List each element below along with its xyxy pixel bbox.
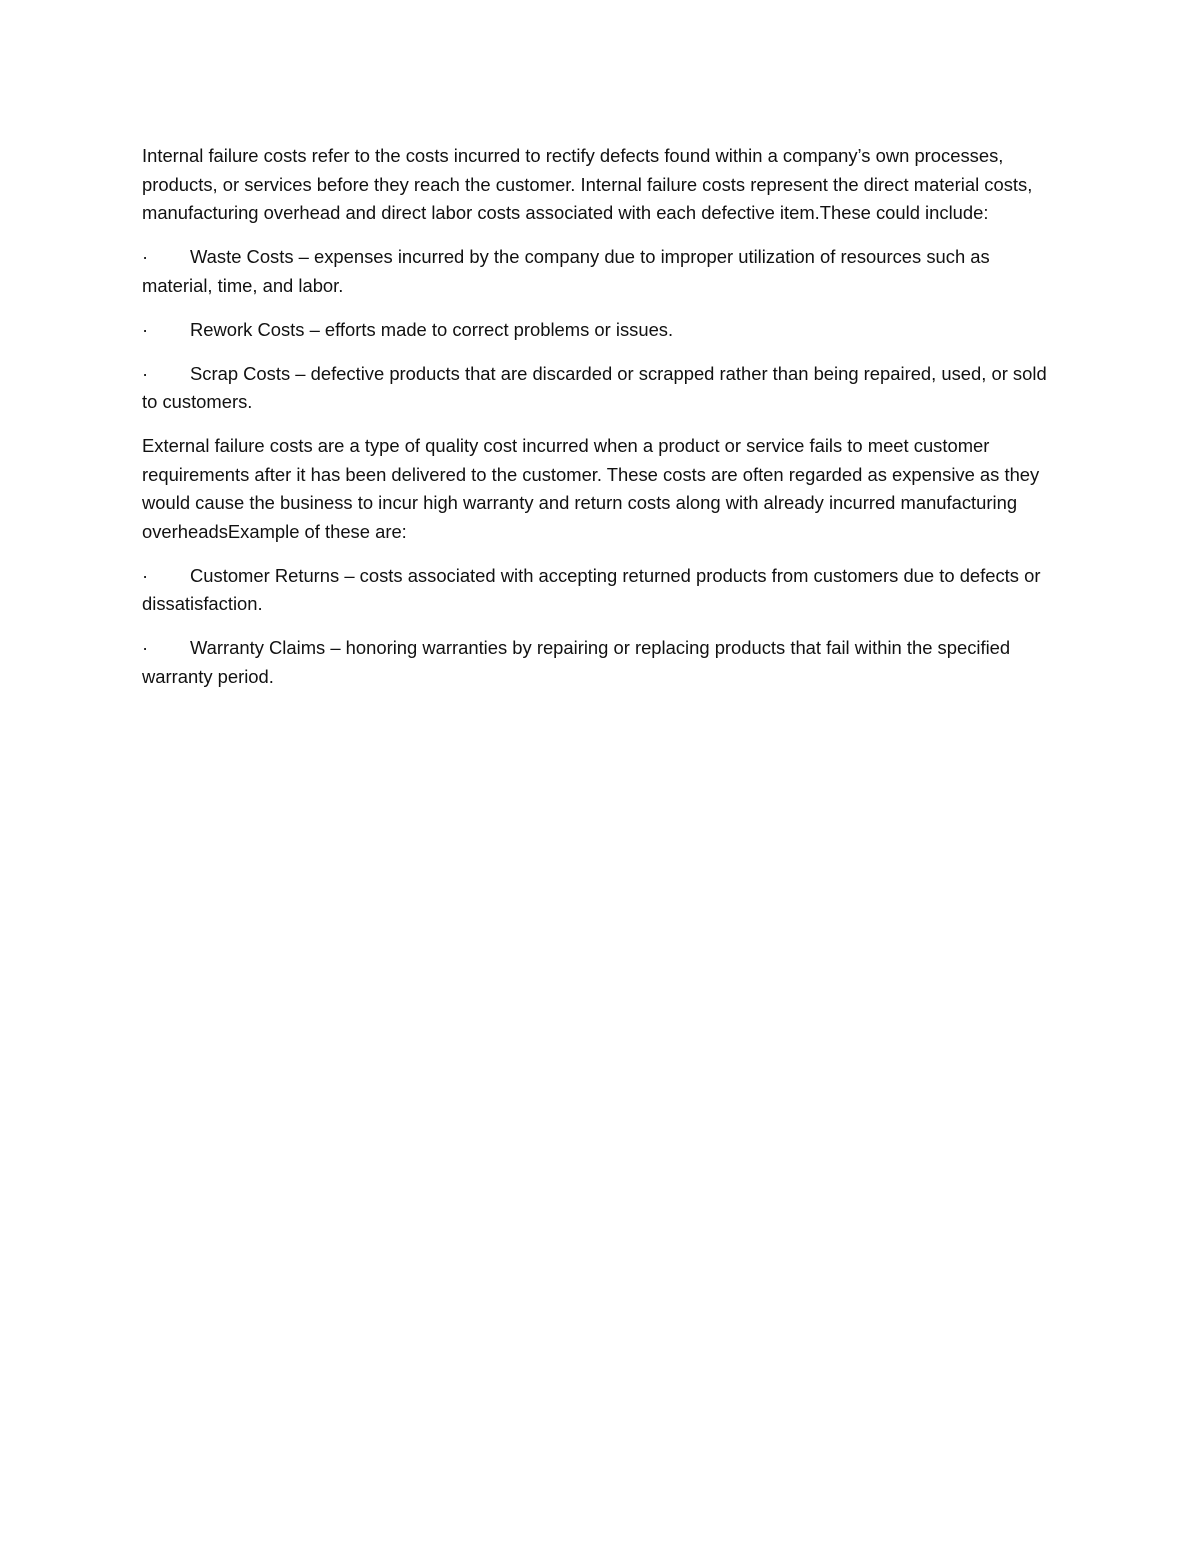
list-item-text: Warranty Claims – honoring warranties by repairing or replacing products that fail within the specified warranty period. — [142, 637, 1011, 687]
document-body — [142, 142, 1060, 707]
list-item-text: Rework Costs – efforts made to correct problems or issues. — [190, 318, 674, 340]
bullet-marker: · — [142, 564, 149, 586]
bullet-marker: · — [142, 637, 149, 658]
list-item-customer-returns — [142, 562, 1060, 619]
list-item-text: Customer Returns – costs associated with accepting returned products from customers due to defects or dissatisfaction. — [142, 564, 1041, 614]
list-item-text: Scrap Costs – defective products that are discarded or scrapped rather than being repaired, used, or sold to customers. — [142, 362, 1047, 412]
list-item-warranty-claims — [142, 634, 1060, 691]
bullet-marker: · — [142, 246, 149, 267]
internal-failure-intro: Internal failure costs refer to the costs incurred to rectify defects found within a company’s own processes, products, or services before they reach the customer. Internal failure costs represent the direct material costs, manufacturing overhead and direct labor costs associated with each defective item.These could include: — [142, 145, 1033, 223]
list-item-scrap-costs — [142, 360, 1060, 417]
external-failure-intro: External failure costs are a type of quality cost incurred when a product or service fails to meet customer requirements after it has been delivered to the customer. These costs are often regarded as expensive as they would cause the business to incur high warranty and return costs along with already incurred manufacturing overheadsExample of these are: — [142, 435, 1040, 542]
list-item-text: Waste Costs – expenses incurred by the company due to improper utilization of resources such as material, time, and labor. — [142, 246, 990, 296]
list-item-waste-costs — [142, 243, 1060, 300]
bullet-marker: · — [142, 318, 149, 340]
list-item-rework-costs — [142, 316, 1060, 345]
bullet-marker: · — [142, 362, 149, 384]
